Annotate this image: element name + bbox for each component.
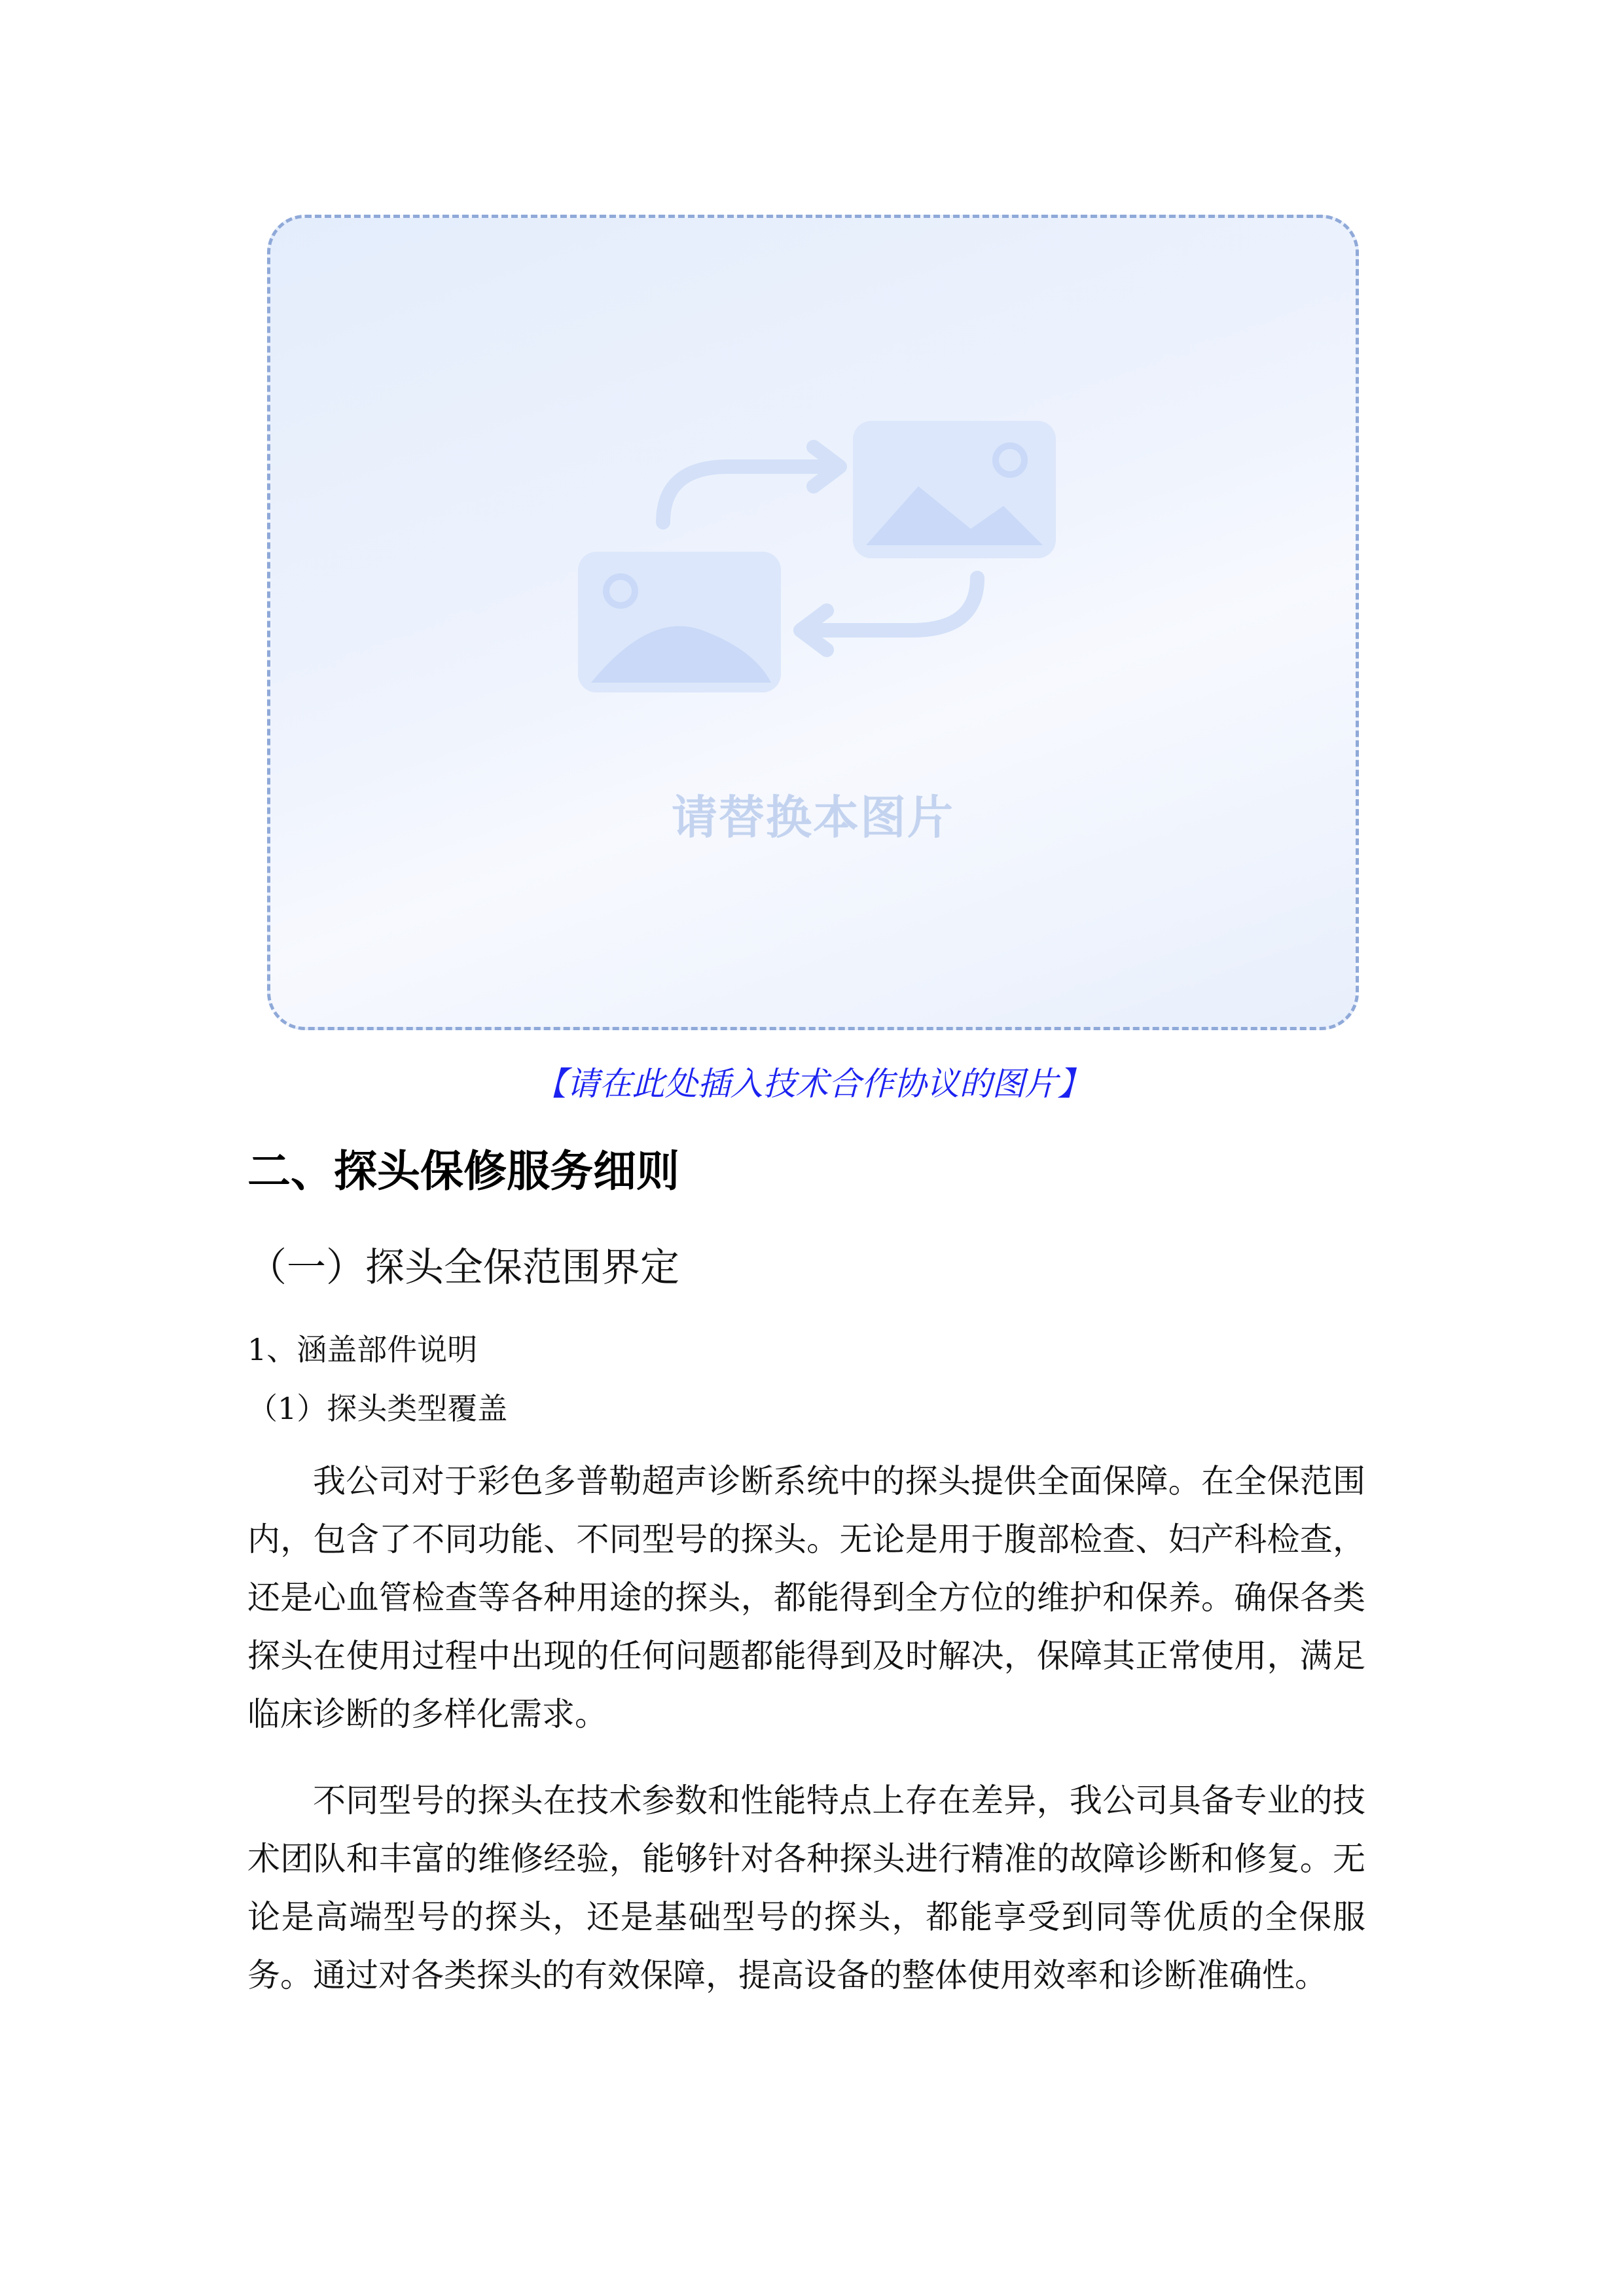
subitem-heading: （1）探头类型覆盖 [247,1391,508,1426]
image-swap-icon [571,414,1069,702]
item-heading: 1、涵盖部件说明 [247,1332,478,1367]
subsection-heading: （一）探头全保范围界定 [247,1245,679,1291]
body-paragraph: 我公司对于彩色多普勒超声诊断系统中的探头提供全面保障。在全保范围内，包含了不同功能、不同型号的探头。无论是用于腹部检查、妇产科检查，还是心血管检查等各种用途的探头，都能得到全方位的维护和保养。确保各类探头在使用过程中出现的任何问题都能得到及时解决，保障其正常使用，满足临床诊断的多样化需求。 [247,1462,1365,1733]
image-placeholder[interactable] [267,215,1359,1030]
section-heading: 二、探头保修服务细则 [247,1146,679,1196]
body-paragraph: 不同型号的探头在技术参数和性能特点上存在差异，我公司具备专业的技术团队和丰富的维修经验，能够针对各种探头进行精准的故障诊断和修复。无论是高端型号的探头，还是基础型号的探头，都能享受到同等优质的全保服务。通过对各类探头的有效保障，提高设备的整体使用效率和诊断准确性。 [247,1782,1365,1994]
image-caption: 【请在此处插入技术合作协议的图片】 [533,1065,1091,1103]
placeholder-label: 请替换本图片 [672,791,954,844]
